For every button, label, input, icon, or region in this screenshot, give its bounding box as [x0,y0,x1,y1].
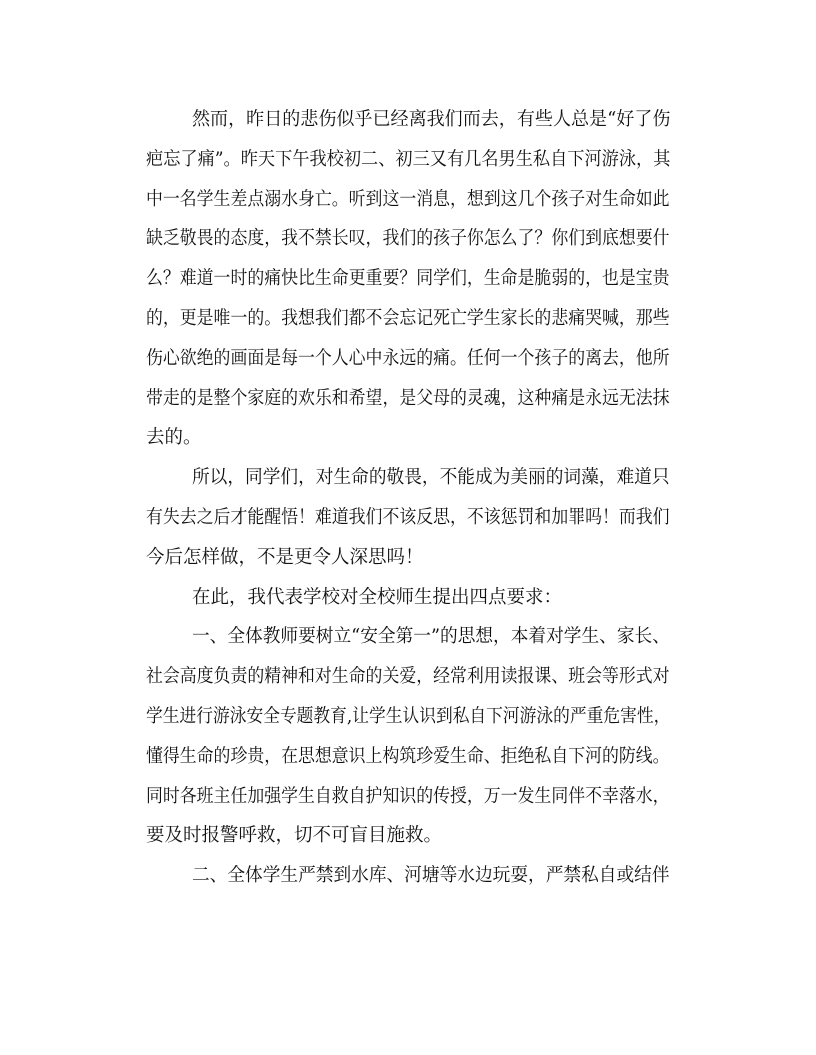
text-line: 然而，昨日的悲伤似乎已经离我们而去，有些人总是“好了伤 [192,109,671,130]
text-line: 所以，同学们，对生命的敬畏，不能成为美丽的词藻，难道只 [192,467,670,489]
document-body [146,100,670,896]
text-line: 一、全体教师要树立“安全第一”的思想，本着对学生、家长、 [192,626,670,648]
text-line: 有失去之后才能醒悟！难道我们不该反思，不该惩罚和加罪吗！而我们 [146,506,670,528]
text-line: 缺乏敬畏的态度，我不禁长叹，我们的孩子你怎么了？你们到底想要什 [146,228,670,250]
text-line: 中一名学生差点溺水身亡。听到这一消息，想到这几个孩子对生命如此 [146,188,670,210]
paragraph [146,578,670,618]
text-line: 伤心欲绝的画面是每一个人心中永远的痛。任何一个孩子的离去，他所 [146,347,670,369]
text-line: 同时各班主任加强学生自救自护知识的传授，万一发生同伴不幸落水， [146,785,670,807]
text-line: 今后怎样做，不是更令人深思吗！ [146,546,424,568]
text-line: 的，更是唯一的。我想我们都不会忘记死亡学生家长的悲痛哭喊，那些 [146,307,670,329]
text-line: 在此，我代表学校对全校师生提出四点要求： [192,586,563,608]
text-line: 要及时报警呼救，切不可盲目施救。 [146,825,443,847]
text-line: 学生进行游泳安全专题教育,让学生认识到私自下河游泳的严重危害性， [146,705,671,727]
text-line: 懂得生命的珍贵，在思想意识上构筑珍爱生命、拒绝私自下河的防线。 [146,745,670,767]
paragraph [146,856,670,896]
text-line: 社会高度负责的精神和对生命的关爱，经常利用读报课、班会等形式对 [146,666,670,688]
paragraph [146,458,670,577]
paragraph [146,100,670,458]
paragraph [146,617,670,856]
text-line: 带走的是整个家庭的欢乐和希望，是父母的灵魂，这种痛是永远无法抹 [146,387,670,409]
text-line: 疤忘了痛”。昨天下午我校初二、初三又有几名男生私自下河游泳，其 [146,148,671,170]
text-line: 去的。 [146,427,202,449]
text-line: 么？难道一时的痛快比生命更重要？同学们，生命是脆弱的，也是宝贵 [146,268,670,290]
text-line: 二、全体学生严禁到水库、河塘等水边玩耍，严禁私自或结伴 [192,865,670,887]
